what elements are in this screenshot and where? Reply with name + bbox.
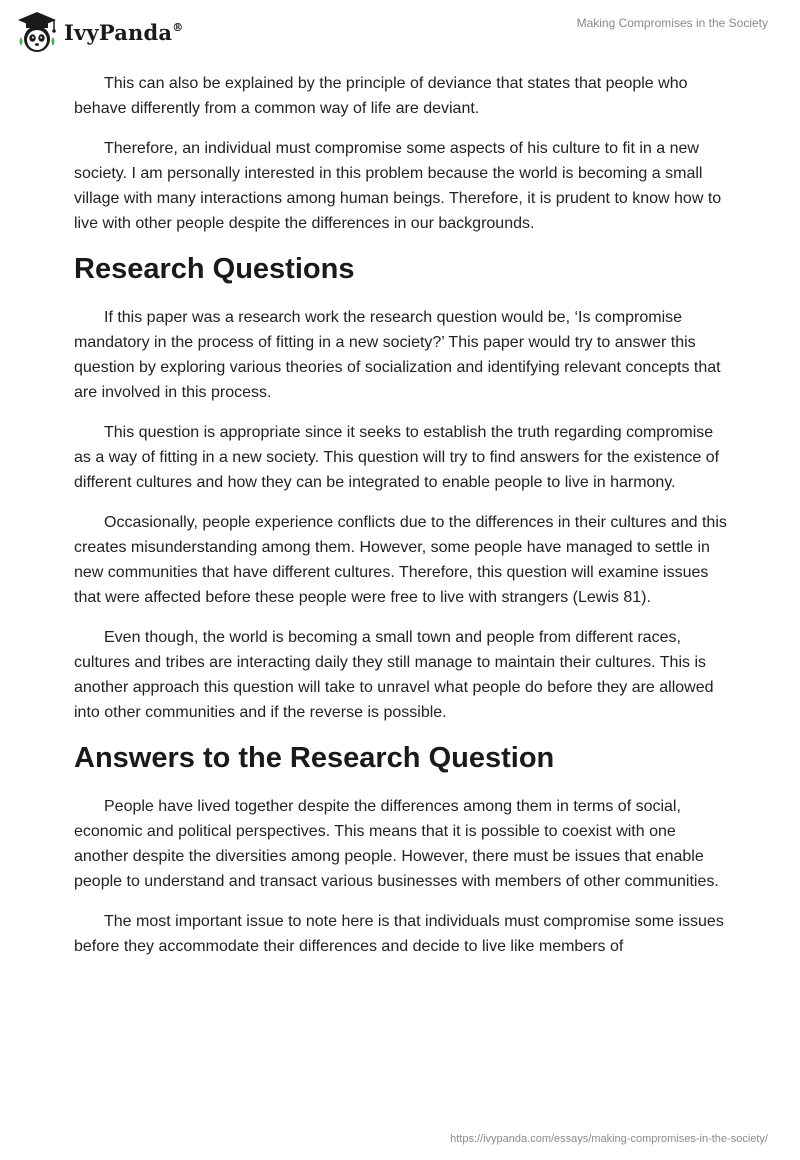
paragraph: Therefore, an individual must compromise some aspects of his culture to fit in a new society. I am personally interested in this problem because the world is becoming a small village with many interactions among human beings. Therefore, it is prudent to know how to live with other people despite the differences in our backgrounds.	[74, 140, 722, 232]
paragraph: Even though, the world is becoming a small town and people from different races, cultures and tribes are interacting daily they still manage to maintain their cultures. This is another approach this question will take to unravel what people do before they are allowed into other communities and if the reverse is possible.	[74, 629, 714, 721]
paragraph: Occasionally, people experience conflicts due to the differences in their cultures and this creates misunderstanding among them. However, some people have managed to settle in new communities that have different cultures. Therefore, this question will examine issues that were affected before these people were free to live with strangers (Lewis 81).	[74, 514, 727, 606]
paragraph: This can also be explained by the principle of deviance that states that people who behave differently from a common way of life are deviant.	[74, 75, 688, 117]
source-url[interactable]: https://ivypanda.com/essays/making-compromises-in-the-society/	[450, 1133, 768, 1145]
logo-text: IvyPanda®	[64, 19, 184, 45]
paragraph: This question is appropriate since it seeks to establish the truth regarding compromise as a way of fitting in a new society. This question will try to find answers for the existence of different cultures and how they can be integrated to enable people to live in harmony.	[74, 424, 720, 491]
page-header	[0, 0, 800, 62]
ivypanda-logo[interactable]	[16, 10, 183, 54]
essay-body	[74, 71, 734, 974]
section-heading-research-questions: Research Questions	[74, 253, 355, 285]
panda-graduate-icon	[16, 10, 58, 54]
paragraph: If this paper was a research work the research question would be, ‘Is compromise mandatory in the process of fitting in a new society?’ This paper would try to answer this question by exploring various theories of socialization and identifying relevant concepts that are involved in this process.	[74, 309, 721, 401]
section-heading-answers: Answers to the Research Question	[74, 742, 555, 774]
paragraph: The most important issue to note here is that individuals must compromise some issues before they accommodate their differences and decide to live like members of	[74, 913, 724, 955]
paragraph: People have lived together despite the differences among them in terms of social, economic and political perspectives. This means that it is possible to coexist with one another despite the diversities among people. However, there must be issues that enable people to understand and transact various businesses with members of other communities.	[74, 798, 719, 890]
document-title: Making Compromises in the Society	[576, 16, 768, 30]
